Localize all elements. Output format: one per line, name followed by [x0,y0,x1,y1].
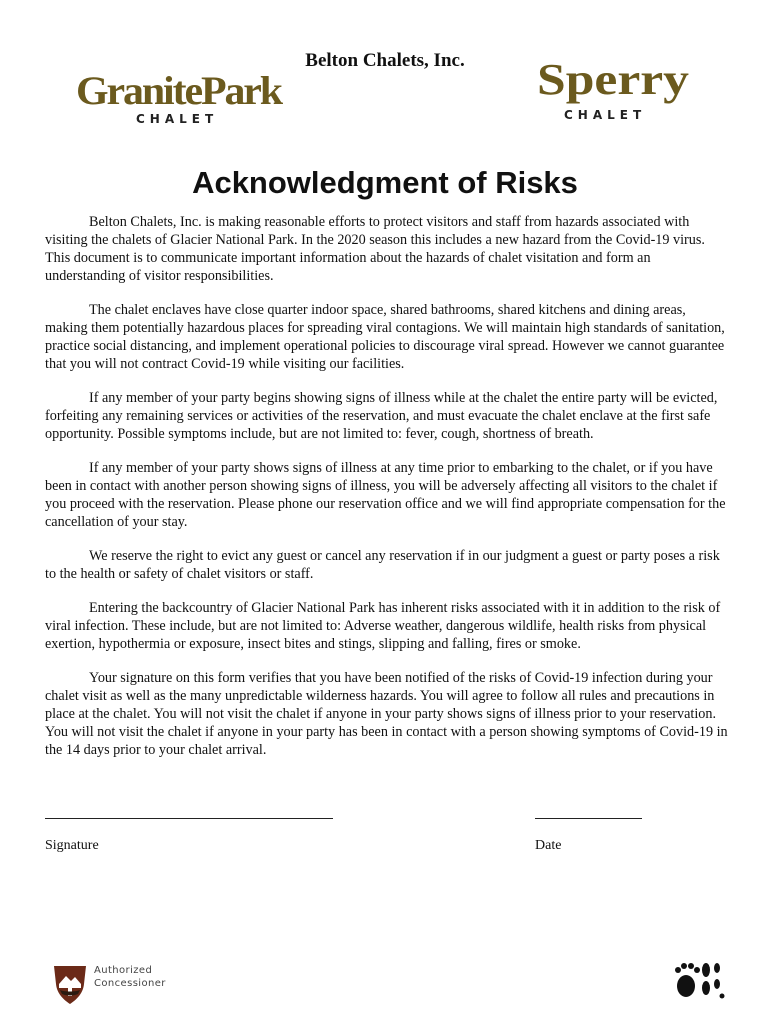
concessioner-line-2: Concessioner [94,978,166,989]
date-label: Date [535,838,562,853]
company-name: Belton Chalets, Inc. [305,50,465,71]
document-title: Acknowledgment of Risks [192,165,578,200]
signature-label: Signature [45,838,99,853]
sperry-logo-text: Sperry [537,55,689,104]
paragraph-backcountry-risks: Entering the backcountry of Glacier National Park has inherent risks associated with it in addition to the risk of viral infection. These include, but are not limited to: Adverse weather, dangerous wildlife, health risks from physical exertion, hypothermia or exposure, insect bites and stings, slipping and falling, fires or smoke. [45,600,721,652]
date-line[interactable] [535,818,642,819]
paragraph-right-to-evict: We reserve the right to evict any guest or cancel any reservation if in our judgment a guest or party poses a risk to the health or safety of chalet visitors or staff. [45,548,720,582]
granite-park-logo-sub: CHALET [136,112,219,126]
signature-line[interactable] [45,818,333,819]
sperry-logo-sub: CHALET [564,108,647,122]
granite-park-chalet-logo [74,66,284,126]
document-body [45,213,731,775]
bear-paw-tracks-icon [672,958,726,1000]
sperry-chalet-logo [534,52,694,122]
paragraph-enclaves: The chalet enclaves have close quarter indoor space, shared bathrooms, shared kitchens and dining areas, making them potentially hazardous places for spreading viral contagions. We will maintain high standards of sanitation, practice social distancing, and implement operational policies to discourage viral spread. However we cannot guarantee that you will not contract Covid-19 while visiting our facilities. [45,302,725,372]
nps-arrowhead-icon [50,962,90,1006]
concessioner-line-1: Authorized [94,965,153,976]
paragraph-intro: Belton Chalets, Inc. is making reasonable efforts to protect visitors and staff from hazards associated with visiting the chalets of Glacier National Park. In the 2020 season this includes a new hazard from the Covid-19 virus. This document is to communicate important information about the hazards of chalet visitation and form an understanding of visitor responsibilities. [45,214,705,284]
granite-park-logo-text: GranitePark [76,68,284,113]
authorized-concessioner-text [94,964,166,990]
paragraph-signature-verification: Your signature on this form verifies that you have been notified of the risks of Covid-19 infection during your chalet visit as well as the many unpredictable wilderness hazards. You will agree to follow all rules and precautions in place at the chalet. You will not visit the chalet if anyone in your party shows signs of illness prior to your reservation. You will not visit the chalet if anyone in your party has been in contact with a person showing symptoms of Covid-19 in the 14 days prior to your chalet arrival. [45,670,728,758]
paragraph-illness-prior: If any member of your party shows signs of illness at any time prior to embarking to the chalet, or if you have been in contact with another person showing signs of illness, you will be adversely affecting all visitors to the chalet if you proceed with the reservation. Please phone our reservation office and we will find appropriate compensation for the cancellation of your stay. [45,460,726,530]
paragraph-illness-at-chalet: If any member of your party begins showing signs of illness while at the chalet the entire party will be evicted, forfeiting any remaining services or activities of the reservation, and must evacuate the chalet enclave at the first safe opportunity. Possible symptoms include, but are not limited to: fever, cough, shortness of breath. [45,390,718,442]
